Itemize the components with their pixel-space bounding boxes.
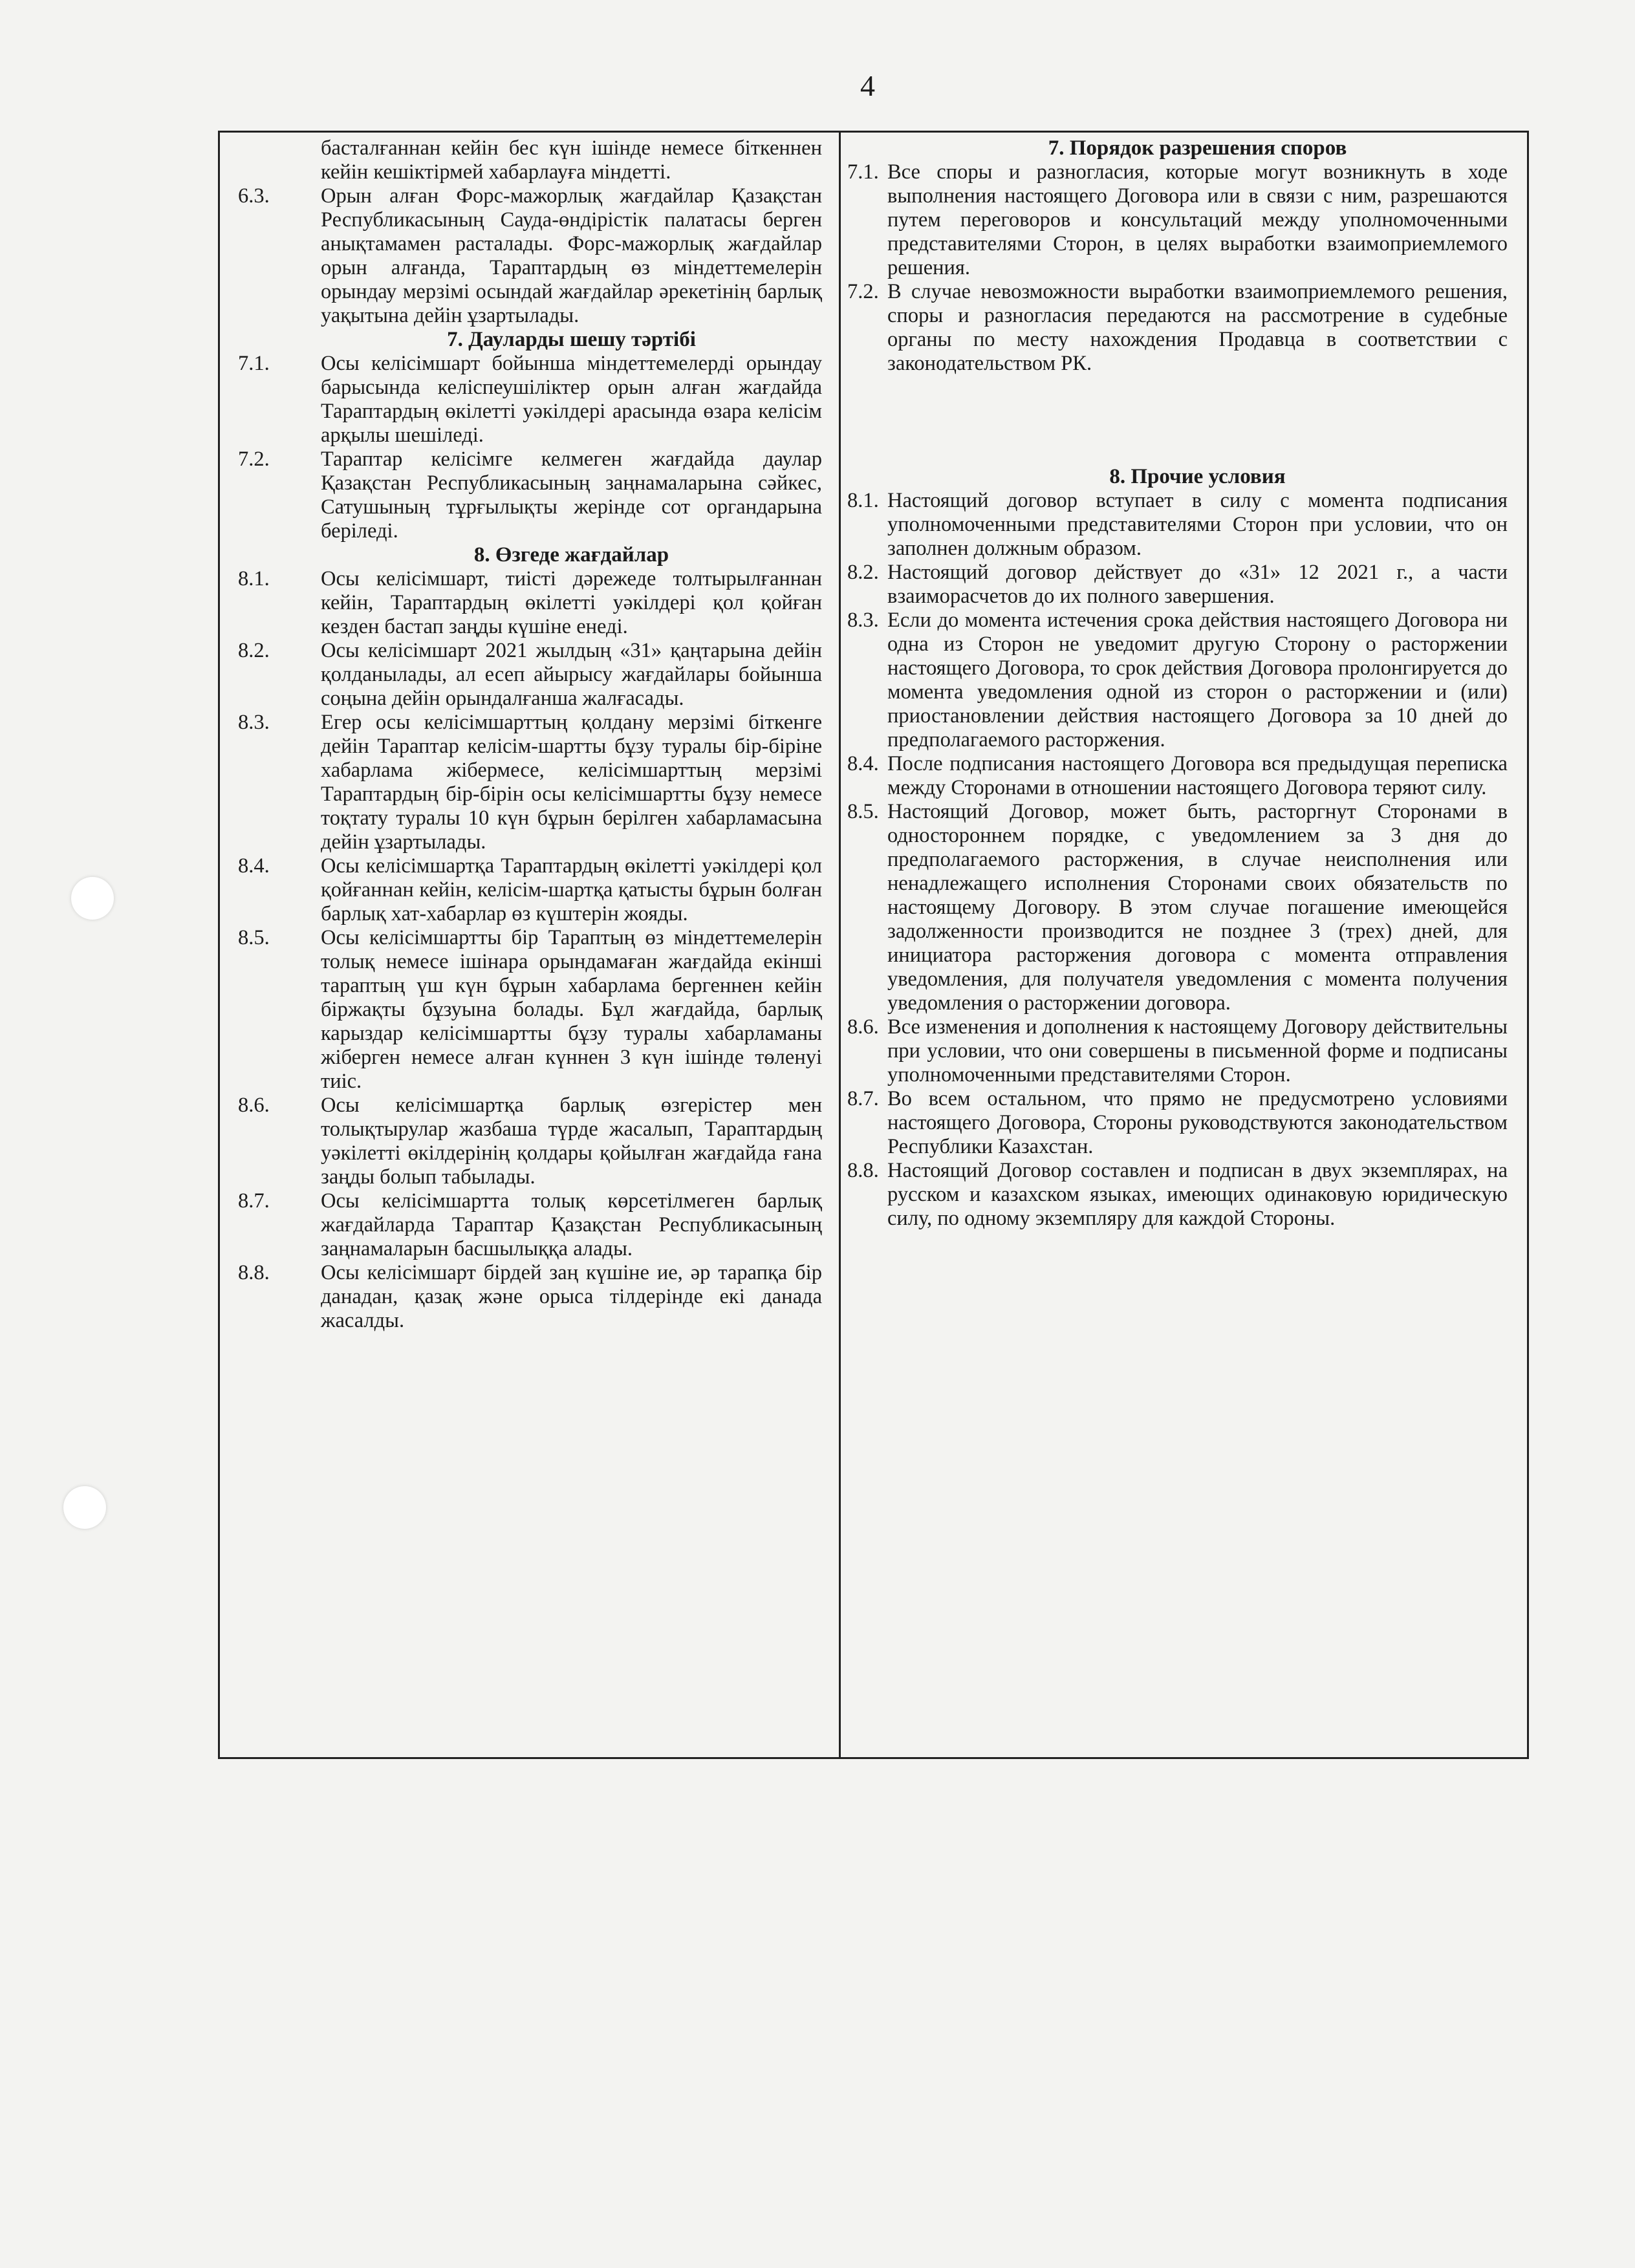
clause-8-2 bbox=[847, 561, 1508, 609]
clause-8-8 bbox=[238, 1261, 822, 1333]
clause-number: 7.1. bbox=[847, 160, 879, 184]
clause-7-2 bbox=[238, 448, 822, 543]
clause-8-4 bbox=[847, 752, 1508, 800]
clause-number: 8.2. bbox=[847, 561, 879, 584]
clause-8-5 bbox=[847, 800, 1508, 1015]
clause-text: Настоящий Договор, может быть, расторгнут Сторонами в одностороннем порядке, с уведомлением за 3 дня до предполагаемого расторжения, в случае неисполнения или ненадлежащего исполнения Сторонами своих обязательств по настоящему Договору. В этом случае погашение имеющейся задолженности производится не позднее 3 (трех) дней, для инициатора расторжения договора с момента отправления уведомления, для получателя уведомления с момента получения уведомления о расторжении договора. bbox=[887, 800, 1508, 1015]
section-heading-8: 8. Прочие условия bbox=[1109, 465, 1286, 488]
clause-number: 8.6. bbox=[847, 1015, 879, 1039]
section-heading-7: 7. Порядок разрешения споров bbox=[1048, 136, 1347, 160]
clause-number: 6.3. bbox=[238, 184, 270, 208]
clause-8-1 bbox=[238, 567, 822, 639]
clause-8-3 bbox=[847, 609, 1508, 752]
russian-column bbox=[841, 133, 1527, 1757]
clause-text: Настоящий договор вступает в силу с момента подписания уполномоченными представителями Сторон при условии, что он заполнен должным образом. bbox=[887, 489, 1508, 560]
clause-text: Все споры и разногласия, которые могут возникнуть в ходе выполнения настоящего Договора или в связи с ним, разрешаются путем переговоров и консультаций между уполномоченными представителями Сторон, в целях выработки взаимоприемлемого решения. bbox=[887, 160, 1508, 279]
clause-text: Осы келісімшарт, тиісті дәрежеде толтырылғаннан кейін, Тараптардың өкілетті уәкілдері қол қойған кезден бастап заңды күшіне енеді. bbox=[321, 567, 822, 638]
clause-7-2 bbox=[847, 280, 1508, 376]
clause-text: Настоящий договор действует до «31» 12 2021 г., а части взаиморасчетов до их полного завершения. bbox=[887, 561, 1508, 608]
clause-6-3 bbox=[238, 184, 822, 328]
clause-number: 8.1. bbox=[847, 489, 879, 512]
kazakh-column bbox=[220, 133, 841, 1757]
clause-number: 7.1. bbox=[238, 352, 270, 375]
clause-text: Осы келісімшарт бірдей заң күшіне ие, әр тарапқа бір данадан, қазақ және орыса тілдерінде екі данада жасалды. bbox=[321, 1261, 822, 1332]
section-heading-7: 7. Дауларды шешу тәртібі bbox=[447, 328, 696, 351]
clause-text: После подписания настоящего Договора вся предыдущая переписка между Сторонами в отношении настоящего Договора теряют силу. bbox=[887, 752, 1508, 799]
clause-number: 8.2. bbox=[238, 639, 270, 662]
clause-8-8 bbox=[847, 1159, 1508, 1231]
clause-text: Орын алған Форс-мажорлық жағдайлар Қазақстан Республикасының Сауда-өндірістік палатасы берген анықтамамен расталады. Форс-мажорлық жағдайлар орын алғанда, Тараптардың өз міндеттемелерін орындау мерзімі осындай жағдайлар әрекетінің барлық уақытына дейін ұзартылады. bbox=[321, 184, 822, 327]
clause-8-3 bbox=[238, 711, 822, 854]
clause-text: Осы келісімшартта толық көрсетілмеген барлық жағдайларда Тараптар Қазақстан Республикасының заңнамаларын басшылыққа алады. bbox=[321, 1189, 822, 1260]
clause-number: 8.7. bbox=[847, 1087, 879, 1110]
clause-text: басталғаннан кейін бес күн ішінде немесе біткеннен кейін кешіктірмей хабарлауға міндетті. bbox=[321, 136, 822, 184]
clause-text: В случае невозможности выработки взаимоприемлемого решения, споры и разногласия передаются на рассмотрение в судебные органы по месту нахождения Продавца в соответствии с законодательством РК. bbox=[887, 280, 1508, 375]
page-number: 4 bbox=[860, 69, 875, 102]
clause-number: 8.6. bbox=[238, 1094, 270, 1117]
clause-7-1 bbox=[847, 160, 1508, 280]
clause-number: 8.4. bbox=[238, 854, 270, 878]
clause-text: Если до момента истечения срока действия настоящего Договора ни одна из Сторон не уведомит другую Сторону о расторжении настоящего Договора, то срок действия Договора пролонгируется до момента уведомления одной из сторон о расторжении и (или) приостановлении действия настоящего Договора за 10 дней до предполагаемого расторжения. bbox=[887, 609, 1508, 751]
clause-number: 8.7. bbox=[238, 1189, 270, 1213]
clause-number: 7.2. bbox=[847, 280, 879, 303]
clause-text: Осы келісімшартты бір Тараптың өз міндеттемелерін толық немесе ішінара орындамаған жағдайда екінші тараптың үш күн бұрын хабарлама бергеннен кейін біржақты бұзуына болады. Бұл жағдайда, барлық карыздар келісімшартты бұзу туралы хабарламаны жіберген немесе алған күннен 3 күн ішінде төленуі тиіс. bbox=[321, 926, 822, 1093]
clause-8-6 bbox=[238, 1094, 822, 1189]
clause-number: 7.2. bbox=[238, 448, 270, 471]
punch-hole bbox=[63, 1486, 106, 1529]
contract-table bbox=[218, 131, 1529, 1759]
clause-8-5 bbox=[238, 926, 822, 1094]
punch-hole bbox=[71, 877, 114, 920]
clause-text: Все изменения и дополнения к настоящему Договору действительны при условии, что они совершены в письменной форме и подписаны уполномоченными представителями Сторон. bbox=[887, 1015, 1508, 1086]
clause-number: 8.8. bbox=[238, 1261, 270, 1284]
clause-8-2 bbox=[238, 639, 822, 711]
clause-text: Егер осы келісімшарттың қолдану мерзімі біткенге дейін Тараптар келісім-шартты бұзу туралы бір-біріне хабарлама жібермесе, келісімшарттың мерзімі Тараптардың бір-бірін осы келісімшартты бұзу немесе тоқтату туралы 10 күн бұрын берілген хабарламасына дейін ұзартылады. bbox=[321, 711, 822, 854]
clause-number: 8.5. bbox=[238, 926, 270, 949]
section-heading-8: 8. Өзгеде жағдайлар bbox=[473, 543, 669, 567]
clause-8-7 bbox=[847, 1087, 1508, 1159]
clause-number: 8.5. bbox=[847, 800, 879, 823]
clause-number: 8.1. bbox=[238, 567, 270, 590]
clause-text: Тараптар келісімге келмеген жағдайда даулар Қазақстан Республикасының заңнамаларына сәйкес, Сатушының тұрғылықты жерінде сот органдарына беріледі. bbox=[321, 448, 822, 543]
clause-text: Осы келісімшарт 2021 жылдың «31» қаңтарына дейін қолданылады, ал есеп айырысу жағдайлары бойынша соңына дейін орындалғанша жалғасады. bbox=[321, 639, 822, 710]
clause-number: 8.3. bbox=[847, 609, 879, 632]
clause-text: Осы келісімшарт бойынша міндеттемелерді орындау барысында келіспеушіліктер орын алған жағдайда Тараптардың өкілетті уәкілдері арасында өзара келісім арқылы шешіледі. bbox=[321, 352, 822, 447]
clause-text: Настоящий Договор составлен и подписан в двух экземплярах, на русском и казахском языках, имеющих одинаковую юридическую силу, по одному экземпляру для каждой Стороны. bbox=[887, 1159, 1508, 1230]
clause-8-7 bbox=[238, 1189, 822, 1261]
clause-number: 8.8. bbox=[847, 1159, 879, 1182]
clause-7-1 bbox=[238, 352, 822, 448]
clause-text: Осы келісімшартқа барлық өзгерістер мен толықтырулар жазбаша түрде жасалып, Тараптардың уәкілетті өкілдерінің қолдары қойылған жағдайда ғана заңды болып табылады. bbox=[321, 1094, 822, 1189]
clause-text: Осы келісімшартқа Тараптардың өкілетті уәкілдері қол қойғаннан кейін, келісім-шартқа қатысты бұрын болған барлық хат-хабарлар өз күштерін жояды. bbox=[321, 854, 822, 925]
clause-8-1 bbox=[847, 489, 1508, 561]
clause-8-4 bbox=[238, 854, 822, 926]
clause-number: 8.4. bbox=[847, 752, 879, 775]
clause-8-6 bbox=[847, 1015, 1508, 1087]
clause-text: Во всем остальном, что прямо не предусмотрено условиями настоящего Договора, Стороны руководствуются законодательством Республики Казахстан. bbox=[887, 1087, 1508, 1158]
clause-number: 8.3. bbox=[238, 711, 270, 734]
